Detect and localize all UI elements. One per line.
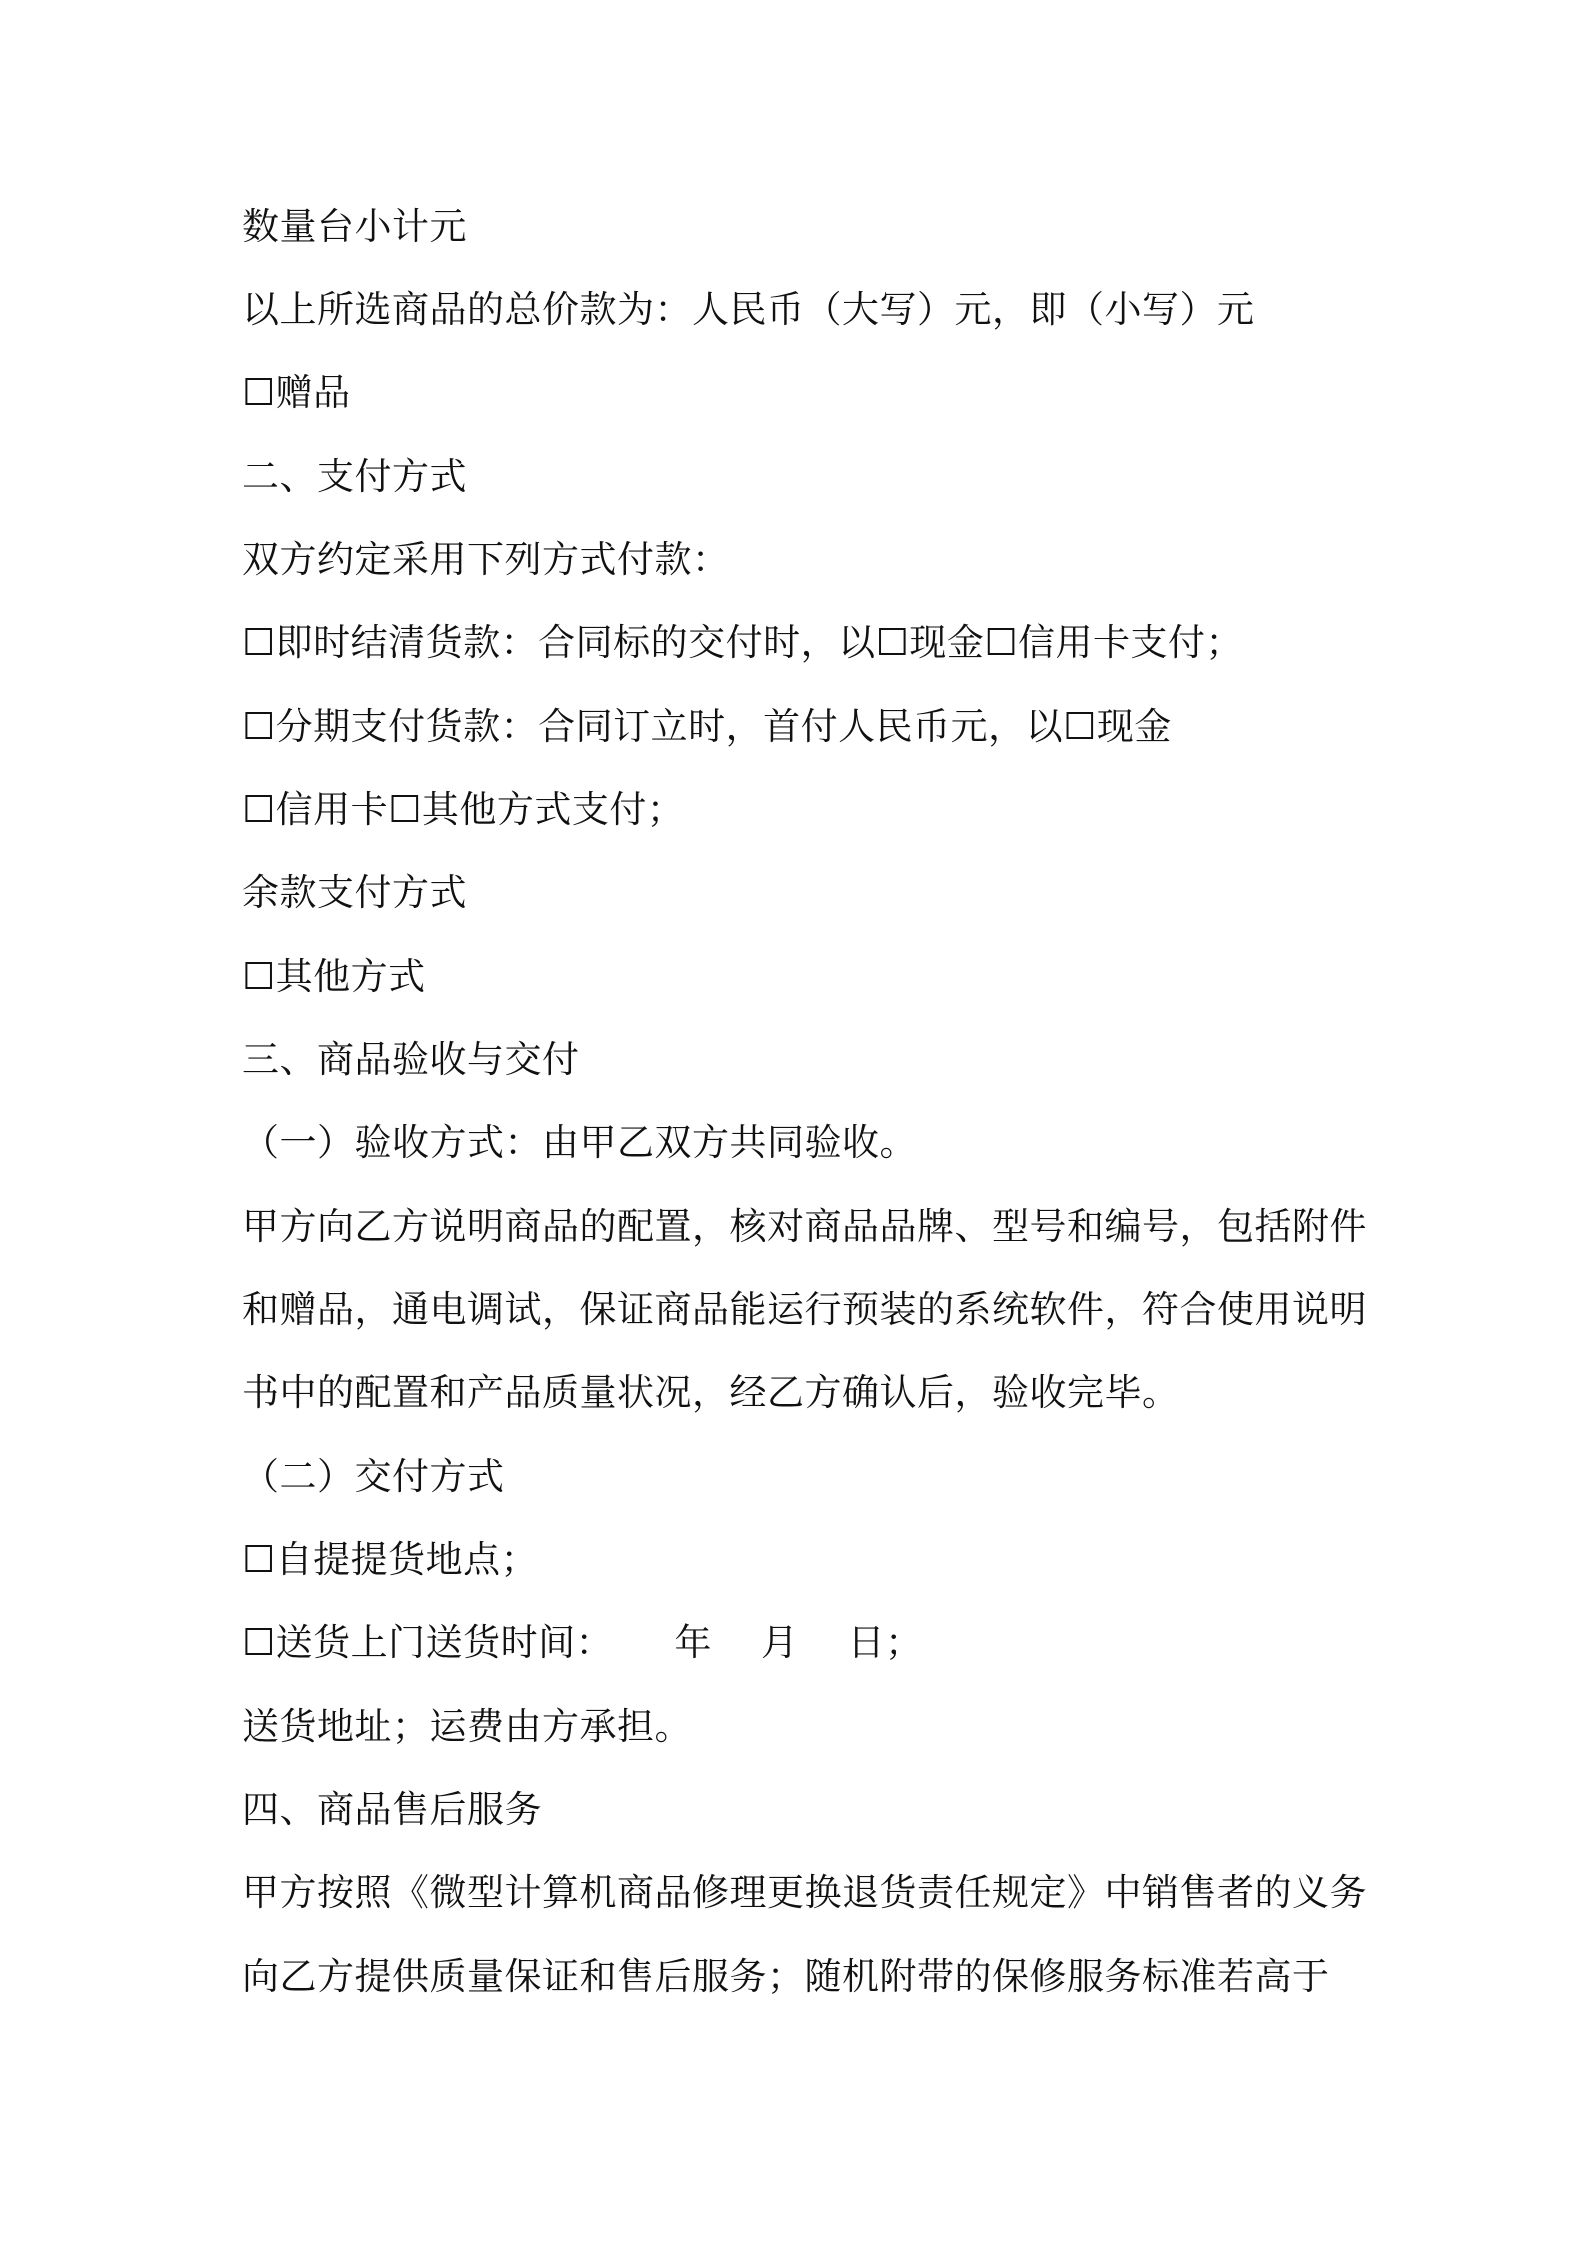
line-quantity-subtotal: 数量台小计元: [242, 205, 467, 248]
heading-after-sales: 四、商品售后服务: [242, 1788, 542, 1831]
line-other-method: ☐其他方式: [242, 955, 426, 998]
subheading-delivery-method: （二）交付方式: [242, 1455, 505, 1498]
paragraph-after-sales-1: 甲方按照《微型计算机商品修理更换退货责任规定》中销售者的义务: [242, 1871, 1367, 1914]
line-installment-payment: ☐分期支付货款：合同订立时，首付人民币元，以☐现金: [242, 705, 1172, 748]
line-installment-payment-cont: ☐信用卡☐其他方式支付；: [242, 788, 685, 831]
line-payment-intro: 双方约定采用下列方式付款：: [242, 538, 730, 581]
line-delivery-address: 送货地址；运费由方承担。: [242, 1705, 692, 1748]
line-self-pickup: ☐自提提货地点；: [242, 1538, 539, 1581]
subheading-acceptance-method: （一）验收方式：由甲乙双方共同验收。: [242, 1121, 917, 1164]
paragraph-after-sales-2: 向乙方提供质量保证和售后服务；随机附带的保修服务标准若高于: [242, 1955, 1330, 1998]
paragraph-acceptance-2: 和赠品，通电调试，保证商品能运行预装的系统软件，符合使用说明: [242, 1288, 1367, 1331]
paragraph-acceptance-3: 书中的配置和产品质量状况，经乙方确认后，验收完毕。: [242, 1371, 1180, 1414]
line-immediate-payment: ☐即时结清货款：合同标的交付时，以☐现金☐信用卡支付；: [242, 621, 1244, 664]
paragraph-acceptance-1: 甲方向乙方说明商品的配置，核对商品品牌、型号和编号，包括附件: [242, 1205, 1367, 1248]
heading-acceptance-delivery: 三、商品验收与交付: [242, 1038, 580, 1081]
line-balance-payment: 余款支付方式: [242, 871, 467, 914]
line-home-delivery: ☐送货上门送货时间： 年 月 日；: [242, 1621, 923, 1664]
line-total-price: 以上所选商品的总价款为：人民币（大写）元，即（小写）元: [242, 288, 1255, 331]
heading-payment-method: 二、支付方式: [242, 455, 467, 498]
line-gift-checkbox: ☐赠品: [242, 371, 351, 414]
